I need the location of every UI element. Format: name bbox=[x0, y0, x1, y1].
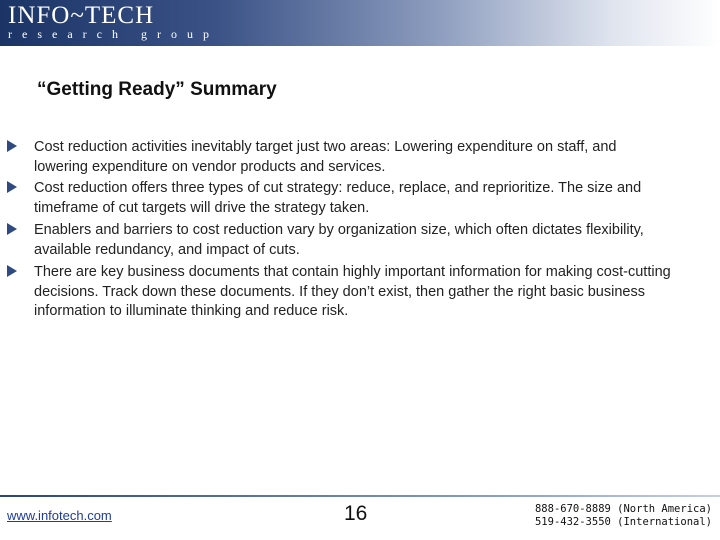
arrow-bullet-icon bbox=[7, 223, 17, 235]
contact-phones bbox=[535, 503, 712, 529]
bullet-item bbox=[34, 138, 674, 177]
logo bbox=[8, 3, 219, 40]
phone-north-america: 888-670-8889 (North America) bbox=[534, 503, 712, 515]
bullet-item bbox=[34, 221, 674, 260]
bullet-text: Cost reduction activities inevitably target just two areas: Lowering expenditure on staff, and lowering expenditure on vendor products and services. bbox=[34, 139, 617, 175]
bullet-text: Cost reduction offers three types of cut strategy: reduce, replace, and reprioritize. The size and timeframe of cut targets will drive the strategy taken. bbox=[34, 180, 642, 216]
phone-international: 519-432-3550 (International) bbox=[534, 516, 712, 528]
slide-title: “Getting Ready” Summary bbox=[37, 79, 277, 100]
bullet-item bbox=[34, 179, 674, 218]
website-link[interactable]: www.infotech.com bbox=[7, 508, 112, 523]
header-band bbox=[0, 0, 720, 46]
page-number: 16 bbox=[344, 502, 368, 525]
bullet-text: There are key business documents that contain highly important information for making cost-cutting decisions. Track down these documents. If they don’t exist, then gather the right basic business information to illuminate thinking and reduce risk. bbox=[34, 264, 671, 319]
arrow-bullet-icon bbox=[7, 140, 17, 152]
arrow-bullet-icon bbox=[7, 265, 17, 277]
arrow-bullet-icon bbox=[7, 181, 17, 193]
logo-wordmark: INFO~TECH bbox=[8, 2, 155, 29]
bullet-item bbox=[34, 263, 674, 322]
logo-tagline: research group bbox=[8, 27, 219, 41]
bullet-text: Enablers and barriers to cost reduction vary by organization size, which often dictates flexibility, available redundancy, and impact of cuts. bbox=[34, 222, 644, 258]
footer-divider bbox=[0, 495, 720, 497]
